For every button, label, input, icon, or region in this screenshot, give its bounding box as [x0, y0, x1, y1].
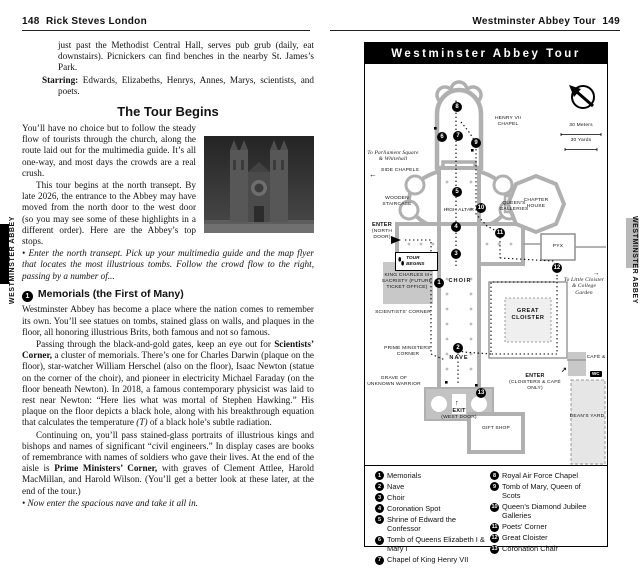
- text-segment: Continuing on, you’ll pass stained-glass portraits of illustrious kings and bishops and names of significant “civil engineers.” In display cases are books of remembrance with names of soldiers who gave their lives. At the end of the aisle is: [22, 429, 314, 474]
- legend-item: [375, 504, 486, 513]
- starring-line: [42, 74, 314, 97]
- stop-number-badge: 1: [22, 291, 33, 302]
- legend-num: 8: [490, 471, 499, 480]
- para-scientists: [22, 339, 314, 429]
- map-marker-8: 8: [452, 102, 462, 112]
- legend-item: [375, 482, 486, 491]
- legend-item: [375, 493, 486, 502]
- pm-corner-bold: Prime Ministers’ Corner,: [54, 463, 158, 474]
- map-marker-5: 5: [452, 187, 462, 197]
- right-page-number: 149: [602, 16, 620, 27]
- label-exit-west: EXIT: [452, 408, 466, 414]
- legend-item: [375, 535, 486, 554]
- para-continuing: [22, 430, 314, 497]
- little-cloister-arrow-icon: →: [593, 270, 600, 277]
- label-side-chapels: SIDE CHAPELS: [380, 168, 419, 173]
- right-side-tab-label: WESTMINSTER ABBEY: [631, 215, 638, 305]
- scale-meters: 30 Meters: [569, 123, 593, 128]
- deans-yard-zone: [571, 380, 605, 464]
- label-to-little-cloister: To Little Cloister & College Garden: [563, 277, 605, 296]
- legend-num: 6: [375, 536, 384, 545]
- cloisters-enter-arrow-icon: ↗: [561, 367, 567, 374]
- legend-label: Memorials: [387, 471, 422, 480]
- right-header-rule: [330, 30, 620, 31]
- label-gift-shop: GIFT SHOP: [481, 426, 511, 431]
- cafe-zone: [568, 352, 586, 376]
- bullet-enter: • Enter the north transept. Pick up your multimedia guide and the map flyer that locates the most illustrious tombs. Follow the crowd flow to the right, passing by a number of...: [22, 248, 314, 281]
- legend-label: Royal Air Force Chapel: [502, 471, 578, 480]
- text-segment: with graves of Clement Attlee, Harold MacMillan, and Harold Wilson. (You’ll get a better look at these later, at the end of the tour.): [22, 463, 314, 496]
- legend-num: 4: [375, 504, 384, 513]
- exit-arrow-icon: ↑: [455, 398, 459, 407]
- label-henry-vii-chapel: HENRY VII CHAPEL: [494, 116, 522, 127]
- map-box: [364, 42, 608, 565]
- label-enter-cloisters: ENTER: [525, 373, 545, 379]
- left-header-title: Rick Steves London: [46, 16, 147, 27]
- map-marker-10: 10: [477, 205, 485, 211]
- legend-label: Coronation Chair: [502, 544, 558, 554]
- legend-label: Choir: [387, 492, 405, 502]
- map-marker-2: 2: [453, 343, 463, 353]
- label-choir: CHOIR: [448, 278, 472, 284]
- label-grave-unknown-warrior: GRAVE OF UNKNOWN WARRIOR: [367, 376, 421, 387]
- label-sacristy: KING CHARLES III SACRISTY (FUTURE TICKET OFFICE): [381, 273, 433, 290]
- legend-item: [375, 515, 486, 534]
- map-marker-3: 3: [451, 249, 461, 259]
- legend-label: Chapel of King Henry VII: [387, 555, 469, 565]
- legend-num: 1: [375, 471, 384, 480]
- map-marker-4: 4: [451, 222, 461, 232]
- legend-num: 13: [491, 546, 498, 553]
- scientists-corner-bold: Scientists’ Corner,: [22, 338, 314, 361]
- left-page-number: 148: [22, 16, 40, 27]
- legend-item: [490, 482, 601, 501]
- legend-label: Nave: [387, 481, 405, 491]
- label-prime-ministers-corner: PRIME MINISTERS’ CORNER: [384, 346, 432, 357]
- section-heading: The Tour Begins: [117, 104, 219, 120]
- map-legend: [365, 465, 607, 566]
- map-marker-13: 13: [477, 390, 485, 396]
- label-high-altar: HIGH ALTAR: [443, 208, 475, 213]
- label-chapter-house: CHAPTER HOUSE: [523, 198, 549, 209]
- map-title-banner: Westminster Abbey Tour: [365, 43, 607, 64]
- label-nave: NAVE: [449, 355, 469, 361]
- legend-label: Shrine of Edward the Confessor: [387, 514, 457, 534]
- left-edge-tab: [0, 224, 9, 284]
- listing-continuation: just past the Methodist Central Hall, serves pub grub (daily, eat downstairs). Picnickers can find benches in the nearby St. James’s Park.: [58, 40, 314, 73]
- text-segment: of a black hole’s subtle radiation.: [147, 417, 272, 428]
- legend-num: 12: [491, 535, 498, 542]
- map-marker-11: 11: [496, 230, 504, 236]
- left-header-rule: [22, 30, 310, 31]
- abbey-photo-image: [204, 136, 314, 233]
- legend-item: [375, 471, 486, 480]
- left-side-tab-label: WESTMINSTER ABBEY: [9, 215, 16, 305]
- legend-column-1: [375, 471, 486, 566]
- para-flow: You’ll have no choice but to follow the steady flow of tourists through the church, along the route laid out for the multimedia guide. It’s all one-way, and most days the crowds are a real crush.: [22, 123, 196, 178]
- map-marker-1: 1: [434, 278, 444, 288]
- bullet-nave: • Now enter the spacious nave and take it all in.: [22, 497, 198, 508]
- legend-num: 5: [375, 515, 384, 524]
- label-exit-west-sub: (WEST DOOR): [441, 415, 477, 420]
- starring-text: Edwards, Elizabeths, Henrys, Annes, Marys, scientists, and poets.: [58, 74, 314, 96]
- legend-num: 7: [375, 556, 384, 565]
- legend-item: [490, 471, 601, 480]
- abbey-floor-plan: [365, 64, 607, 465]
- label-wooden-staircase: WOODEN STAIRCASE: [382, 196, 412, 207]
- legend-label: Poets’ Corner: [502, 522, 547, 532]
- legend-column-2: [490, 471, 601, 566]
- legend-label: Great Cloister: [502, 533, 548, 543]
- label-deans-yard: DEAN’S YARD: [569, 414, 605, 419]
- legend-item: [490, 544, 601, 553]
- legend-num: 10: [491, 504, 498, 511]
- starring-label: Starring:: [42, 74, 79, 85]
- wc-badge-text: WC: [592, 371, 600, 376]
- west-arrow-icon: ←: [369, 170, 377, 179]
- legend-item: [490, 502, 601, 521]
- label-pyx: PYX: [552, 244, 564, 249]
- memorials-heading-text: Memorials (the First of Many): [35, 287, 184, 300]
- label-cafe: CAFÉ &: [586, 355, 606, 360]
- label-enter-cloisters-sub: (CLOISTERS & CAFÉ ONLY): [509, 380, 561, 391]
- map-marker-12: 12: [553, 265, 561, 271]
- legend-item: [375, 555, 486, 564]
- para-begins: This tour begins at the north transept. By late 2026, the entrance to the Abbey may have moved from the north door to the west door (so you may see some of these highlights in a different order). Here are the Abbey’s top stops.: [22, 180, 196, 247]
- memorials-heading: [22, 288, 314, 303]
- legend-label: Coronation Spot: [387, 503, 441, 513]
- map-marker-6: 6: [437, 132, 447, 142]
- map-marker-7: 7: [453, 131, 463, 141]
- legend-num: 2: [375, 482, 384, 491]
- footprints-icon: [398, 256, 404, 267]
- legend-item: [490, 533, 601, 542]
- scale-yards: 30 Yards: [570, 138, 592, 143]
- right-header-title: Westminster Abbey Tour: [472, 16, 596, 27]
- wc-badge: [590, 362, 602, 380]
- label-enter-north-sub: (NORTH DOOR): [371, 229, 393, 240]
- map-marker-9: 9: [471, 138, 481, 148]
- abbey-photo: [204, 136, 314, 233]
- label-queens-galleries: QUEEN’S GALLERIES: [499, 201, 529, 212]
- legend-label: Queen’s Diamond Jubilee Galleries: [502, 502, 587, 521]
- legend-label: Tomb of Queens Elizabeth I & Mary I: [387, 535, 485, 554]
- label-scientists-corner: SCIENTISTS’ CORNER: [375, 310, 431, 315]
- legend-num: 3: [375, 493, 384, 502]
- legend-item: [490, 522, 601, 531]
- tour-begins-box: [395, 252, 438, 271]
- label-great-cloister: GREAT CLOISTER: [511, 308, 545, 321]
- label-enter-north: ENTER: [372, 222, 392, 228]
- legend-num: 11: [491, 524, 498, 531]
- left-page-body: [22, 40, 314, 510]
- text-segment: Passing through the black-and-gold gates, keep an eye out for: [36, 338, 275, 349]
- label-to-parliament: To Parliament Square & Whitehall: [367, 150, 419, 163]
- label-tour-begins: TOUR BEGINS: [406, 255, 425, 267]
- text-segment: a cluster of memorials. There’s one for Charles Darwin (plaque on the floor), star-watcher William Herschel (also on the floor), Isaac Newton (statue on the corner of the choir), and pioneer in electricity Michael Faraday (on the floor beneath Newton). In 2018, a famous contemporary physicist was laid to rest near Newton: “Here lies what was mortal of Stephen Hawking.” His plaque on the floor depicts a black hole, along with his breakthrough equation that calculates the temperature: [22, 350, 314, 428]
- legend-label: Tomb of Mary, Queen of Scots: [502, 481, 581, 501]
- text-segment-italic: (T): [136, 417, 148, 428]
- para-memorials: Westminster Abbey has become a place where the nation comes to remember its own. You’ll see statues on tombs, stained glass on walls, and plaques in the floor, all honoring illustrious Brits, both famous and not so famous.: [22, 304, 314, 337]
- legend-num: 9: [490, 482, 499, 491]
